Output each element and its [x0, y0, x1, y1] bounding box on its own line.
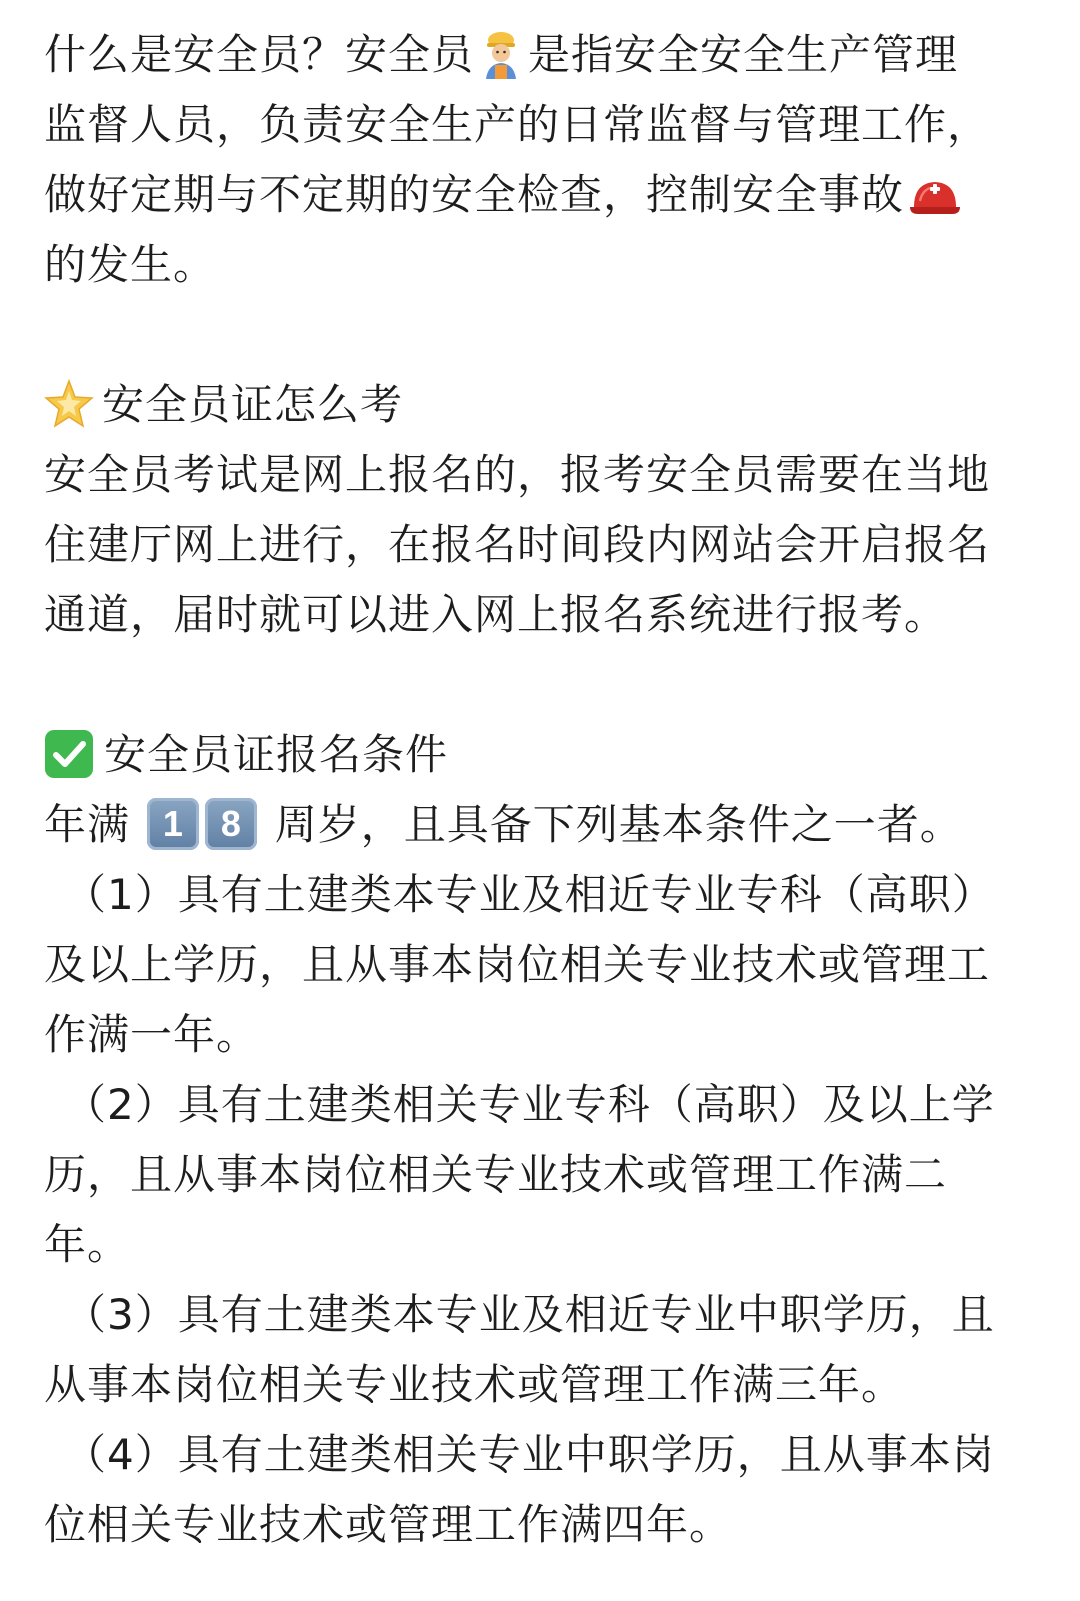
- condition-1-line-2: 及以上学历，且从事本岗位相关专业技术或管理工: [44, 940, 991, 989]
- intro-line-1: [44, 20, 1044, 90]
- section-heading-conditions: [44, 720, 1044, 790]
- section-heading-exam: [44, 370, 1044, 440]
- keycap-digit-8: 8: [205, 798, 257, 850]
- intro-line-4: 的发生。: [44, 240, 217, 289]
- age-requirement-line: [44, 790, 1044, 860]
- keycap-digit-1: 1: [147, 798, 199, 850]
- section-exam-title: 安全员证怎么考: [102, 380, 404, 429]
- condition-2-line-1: （2）具有土建类相关专业专科（高职）及以上学: [64, 1080, 995, 1129]
- condition-3-line-2: 从事本岗位相关专业技术或管理工作满三年。: [44, 1360, 905, 1409]
- star-icon: [44, 379, 94, 429]
- condition-3-line-1: （3）具有土建类本专业及相近专业中职学历，且: [64, 1290, 995, 1339]
- exam-line-1: 安全员考试是网上报名的，报考安全员需要在当地: [44, 450, 991, 499]
- age-prefix: 年满: [44, 800, 131, 849]
- article-body: [44, 20, 1044, 1560]
- section-conditions-title: 安全员证报名条件: [104, 730, 449, 779]
- age-suffix: 周岁，且具备下列基本条件之一者。: [274, 800, 963, 849]
- condition-1-line-3: 作满一年。: [44, 1010, 260, 1059]
- condition-4-line-2: 位相关专业技术或管理工作满四年。: [44, 1500, 733, 1549]
- exam-line-2: 住建厅网上进行，在报名时间段内网站会开启报名: [44, 520, 991, 569]
- paragraph-gap: [44, 650, 1044, 720]
- condition-1-line-1: （1）具有土建类本专业及相近专业专科（高职）: [64, 870, 995, 919]
- check-icon: [44, 729, 94, 779]
- worker-icon: [480, 30, 522, 78]
- condition-2-line-3: 年。: [44, 1220, 131, 1269]
- intro-text-3a: 做好定期与不定期的安全检查，控制安全事故: [44, 170, 905, 219]
- helmet-icon: [908, 172, 962, 216]
- intro-line-2: 监督人员，负责安全生产的日常监督与管理工作，: [44, 100, 991, 149]
- condition-2-line-2: 历，且从事本岗位相关专业技术或管理工作满二: [44, 1150, 948, 1199]
- intro-text-1a: 什么是安全员？安全员: [44, 30, 475, 79]
- exam-line-3: 通道，届时就可以进入网上报名系统进行报考。: [44, 590, 948, 639]
- intro-line-3: [44, 160, 1044, 230]
- paragraph-gap: [44, 300, 1044, 370]
- condition-4-line-1: （4）具有土建类相关专业中职学历，且从事本岗: [64, 1430, 995, 1479]
- intro-text-1b: 是指安全安全生产管理: [528, 30, 959, 79]
